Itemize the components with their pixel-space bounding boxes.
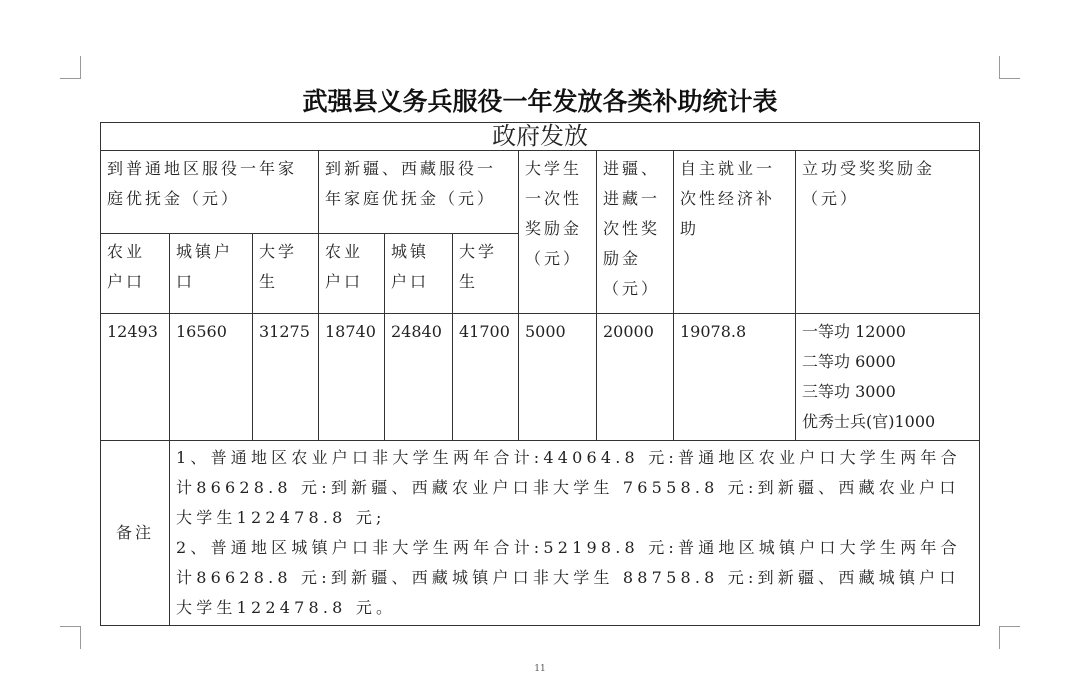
crop-mark-bottom-right — [999, 626, 1020, 649]
subsidy-table — [100, 122, 980, 626]
group-header: 政府发放 — [101, 123, 980, 151]
header-self-employ: 自主就业一次性经济补助 — [674, 151, 796, 314]
subheader: 大学生 — [453, 234, 519, 314]
cell-value: 24840 — [385, 314, 453, 441]
merit-line: 二等功 6000 — [802, 352, 896, 371]
table-row — [101, 314, 980, 441]
header-merit-award: 立功受奖奖励金（元） — [796, 151, 980, 314]
cell-value: 5000 — [519, 314, 597, 441]
subheader: 大学生 — [253, 234, 319, 314]
cell-value: 12493 — [101, 314, 170, 441]
page-number: 11 — [534, 664, 546, 674]
note-item: 1、普通地区农业户口非大学生两年合计:44064.8 元:普通地区农业户口大学生两年合计86628.8 元:到新疆、西藏农业户口非大学生 76558.8 元:到新疆、西藏农业户口大学生122478.8 元; — [176, 448, 961, 527]
header-enter-bonus: 进疆、进藏一次性奖励金（元） — [597, 151, 674, 314]
header-xinjiang-tibet: 到新疆、西藏服役一年家庭优抚金（元） — [319, 151, 519, 234]
cell-value: 19078.8 — [674, 314, 796, 441]
cell-value: 41700 — [453, 314, 519, 441]
cell-value: 20000 — [597, 314, 674, 441]
merit-line: 三等功 3000 — [802, 382, 896, 401]
notes-label: 备注 — [101, 441, 170, 626]
crop-mark-top-left — [60, 56, 81, 79]
subheader: 农业户口 — [319, 234, 385, 314]
subheader: 农业户口 — [101, 234, 170, 314]
merit-line: 优秀士兵(官)1000 — [802, 412, 936, 431]
cell-value: 18740 — [319, 314, 385, 441]
header-normal-area: 到普通地区服役一年家庭优抚金（元） — [101, 151, 319, 234]
cell-value: 31275 — [253, 314, 319, 441]
cell-value: 16560 — [170, 314, 253, 441]
note-item: 2、普通地区城镇户口非大学生两年合计:52198.8 元:普通地区城镇户口大学生两年合计86628.8 元:到新疆、西藏城镇户口非大学生 88758.8 元:到新疆、西藏城镇户口大学生122478.8 元。 — [176, 538, 961, 617]
subheader: 城镇户口 — [170, 234, 253, 314]
merit-line: 一等功 12000 — [802, 322, 906, 341]
cell-merit-awards — [796, 314, 980, 441]
notes-cell — [170, 441, 980, 626]
crop-mark-top-right — [999, 56, 1020, 79]
subheader: 城镇户口 — [385, 234, 453, 314]
document-title: 武强县义务兵服役一年发放各类补助统计表 — [302, 87, 778, 116]
crop-mark-bottom-left — [60, 626, 81, 649]
header-student-bonus: 大学生一次性奖励金（元） — [519, 151, 597, 314]
